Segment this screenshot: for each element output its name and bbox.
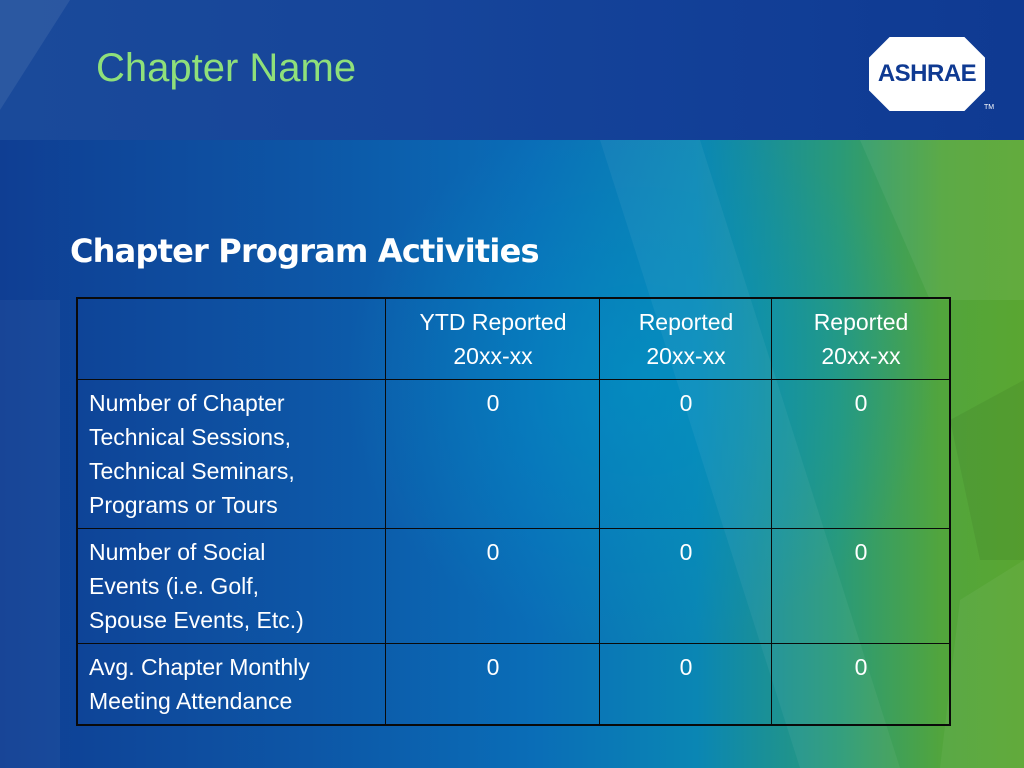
header-cell-reported-1 bbox=[600, 298, 772, 380]
logo-trademark: TM bbox=[984, 104, 995, 111]
table-row bbox=[77, 529, 950, 644]
value-cell: 0 bbox=[386, 644, 600, 726]
table-row bbox=[77, 644, 950, 726]
logo-text: ASHRAE bbox=[877, 60, 977, 87]
table-row bbox=[77, 380, 950, 529]
header-line: Reported bbox=[638, 309, 734, 335]
value-cell: 0 bbox=[772, 380, 951, 529]
chapter-name-title: Chapter Name bbox=[96, 46, 357, 90]
table-header-row bbox=[77, 298, 950, 380]
label-line: Spouse Events, Etc.) bbox=[89, 607, 304, 633]
label-line: Programs or Tours bbox=[89, 492, 278, 518]
label-line: Meeting Attendance bbox=[89, 688, 293, 714]
value-cell: 0 bbox=[600, 644, 772, 726]
header-cell-ytd bbox=[386, 298, 600, 380]
ashrae-logo bbox=[868, 36, 998, 114]
value-cell: 0 bbox=[772, 644, 951, 726]
value-cell: 0 bbox=[386, 529, 600, 644]
header-line: 20xx-xx bbox=[453, 343, 533, 369]
row-label-social-events bbox=[77, 529, 386, 644]
header-cell-reported-2 bbox=[772, 298, 951, 380]
value-cell: 0 bbox=[600, 380, 772, 529]
label-line: Number of Chapter bbox=[89, 390, 285, 416]
value-cell: 0 bbox=[600, 529, 772, 644]
header-cell-empty bbox=[77, 298, 386, 380]
row-label-meeting-attendance bbox=[77, 644, 386, 726]
header-line: YTD Reported bbox=[419, 309, 567, 335]
label-line: Avg. Chapter Monthly bbox=[89, 654, 310, 680]
activities-table bbox=[76, 297, 951, 726]
label-line: Number of Social bbox=[89, 539, 266, 565]
value-cell: 0 bbox=[772, 529, 951, 644]
row-label-technical-sessions bbox=[77, 380, 386, 529]
label-line: Technical Seminars, bbox=[89, 458, 295, 484]
header-line: 20xx-xx bbox=[821, 343, 901, 369]
header-line: Reported bbox=[813, 309, 909, 335]
value-cell: 0 bbox=[386, 380, 600, 529]
label-line: Events (i.e. Golf, bbox=[89, 573, 260, 599]
label-line: Technical Sessions, bbox=[89, 424, 291, 450]
program-activities-heading: Chapter Program Activities bbox=[70, 232, 539, 270]
header-line: 20xx-xx bbox=[646, 343, 726, 369]
